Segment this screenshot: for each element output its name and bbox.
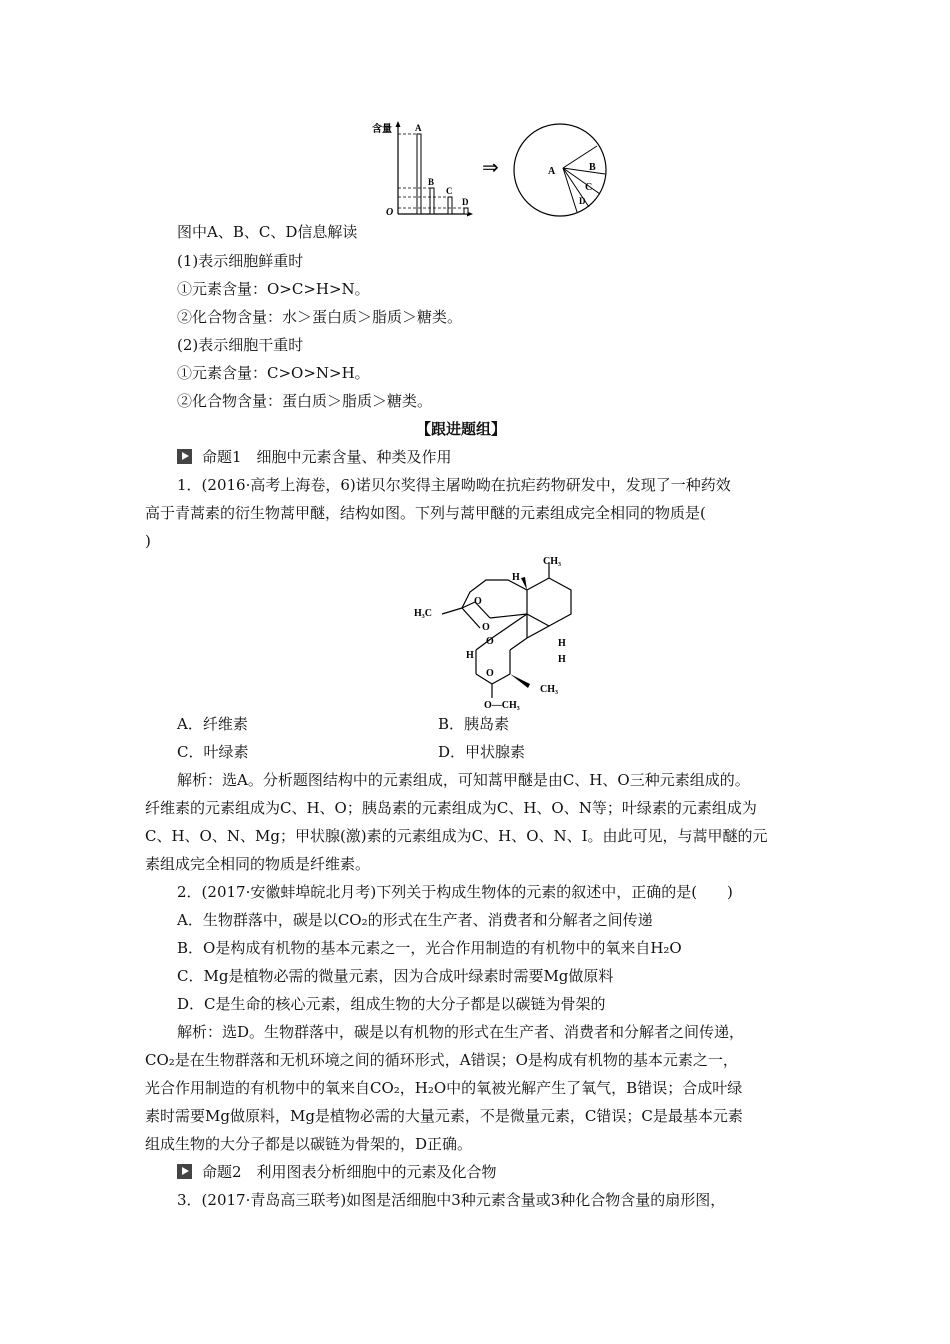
question-2-option-b: B．O是构成有机物的基本元素之一，光合作用制造的有机物中的氧来自H₂O [177,939,682,957]
answer-1-line-1: 解析：选A。分析题图结构中的元素组成，可知蒿甲醚是由C、H、O三种元素组成的。 [177,771,750,789]
mol-o-2: O [482,622,490,633]
figure-interpretation-title: 图中A、B、C、D信息解读 [177,223,358,241]
mol-h-left: H [466,650,474,661]
question-2-option-a: A．生物群落中，碳是以CO₂的形式在生产者、消费者和分解者之间传递 [177,911,653,929]
answer-2-line-1: 解析：选D。生物群落中，碳是以有机物的形式在生产者、消费者和分解者之间传递， [177,1023,745,1041]
option-b: B．胰岛素 [438,715,510,733]
fresh-weight-heading: (1)表示细胞鲜重时 [177,252,304,270]
mol-h-top: H [512,572,520,583]
mol-h-right-2: H [558,654,566,665]
bar-label-a: A [415,123,422,133]
pie-label-d: D [579,196,586,206]
topic-2-text: 命题2 利用图表分析细胞中的元素及化合物 [202,1163,497,1181]
bar-b [430,188,434,214]
mol-o-3: O [486,636,494,647]
mol-h-right-1: H [558,638,566,649]
question-1-line-2: 高于青蒿素的衍生物蒿甲醚，结构如图。下列与蒿甲醚的元素组成完全相同的物质是( [145,504,706,522]
mol-och3: O—CH₃ [484,700,520,711]
question-3: 3．(2017·青岛高三联考)如图是活细胞中3种元素含量或3种化合物含量的扇形图， [177,1191,726,1209]
y-axis-label: 含量 [372,124,392,135]
answer-1-line-3: C、H、O、N、Mg；甲状腺(激)素的元素组成为C、H、O、N、I。由此可见，与蒿甲醚的元 [145,827,768,845]
bar-c [448,197,452,214]
bar-label-d: D [462,197,469,207]
fresh-compound-content: ②化合物含量：水＞蛋白质＞脂质＞糖类。 [177,308,463,326]
mol-ch3-top: CH₃ [543,556,561,567]
fresh-element-content: ①元素含量：O>C>H>N。 [177,280,370,298]
question-1-line-1: 1．(2016·高考上海卷，6)诺贝尔奖得主屠呦呦在抗疟药物研发中，发现了一种药效 [177,476,731,494]
artemether-structure [400,552,590,712]
section-heading: 【跟进题组】 [416,420,507,438]
bar-d [464,208,468,214]
pie-label-c: C [585,182,593,193]
pie-label-a: A [548,166,556,177]
topic-1-text: 命题1 细胞中元素含量、种类及作用 [202,448,452,466]
pie-chart [514,124,606,216]
option-c: C．叶绿素 [177,743,249,761]
question-1-line-3: ) [145,532,151,550]
answer-1-line-2: 纤维素的元素组成为C、H、O；胰岛素的元素组成为C、H、O、N等；叶绿素的元素组成为 [145,799,757,817]
mol-h3c: H₃C [414,608,432,619]
question-2-option-c: C．Mg是植物必需的微量元素，因为合成叶绿素时需要Mg做原料 [177,967,614,985]
option-a: A．纤维素 [177,715,248,733]
topic-1-heading [177,447,452,467]
mol-o-1: O [474,596,482,607]
answer-2-line-3: 光合作用制造的有机物中的氧来自CO₂，H₂O中的氧被光解产生了氧气，B错误；合成叶绿 [145,1079,743,1097]
answer-2-line-2: CO₂是在生物群落和无机环境之间的循环形式，A错误；O是构成有机物的基本元素之一， [145,1051,738,1069]
dry-element-content: ①元素含量：C>O>N>H。 [177,364,370,382]
mol-ch3-right: CH₃ [540,684,558,695]
origin-label: O [386,207,394,218]
bar-label-c: C [446,186,453,196]
element-content-figure [360,118,620,218]
pie-label-b: B [589,162,596,173]
dry-weight-heading: (2)表示细胞干重时 [177,336,304,354]
answer-2-line-5: 组成生物的大分子都是以碳链为骨架的，D正确。 [145,1135,473,1153]
mol-o-4: O [486,668,494,679]
question-2: 2．(2017·安徽蚌埠皖北月考)下列关于构成生物体的元素的叙述中，正确的是( ) [177,883,733,901]
answer-1-line-4: 素组成完全相同的物质是纤维素。 [145,855,371,873]
topic-2-heading [177,1162,497,1182]
dry-compound-content: ②化合物含量：蛋白质＞脂质＞糖类。 [177,392,433,410]
bar-a [417,134,421,214]
bar-label-b: B [428,177,435,187]
arrow-symbol: ⇒ [482,157,499,179]
option-d: D．甲状腺素 [438,743,526,761]
play-icon [177,449,192,464]
bar-group [398,123,469,214]
play-icon [177,1164,192,1179]
question-2-option-d: D．C是生命的核心元素，组成生物的大分子都是以碳链为骨架的 [177,995,606,1013]
answer-2-line-4: 素时需要Mg做原料，Mg是植物必需的大量元素，不是微量元素，C错误；C是最基本元素 [145,1107,743,1125]
